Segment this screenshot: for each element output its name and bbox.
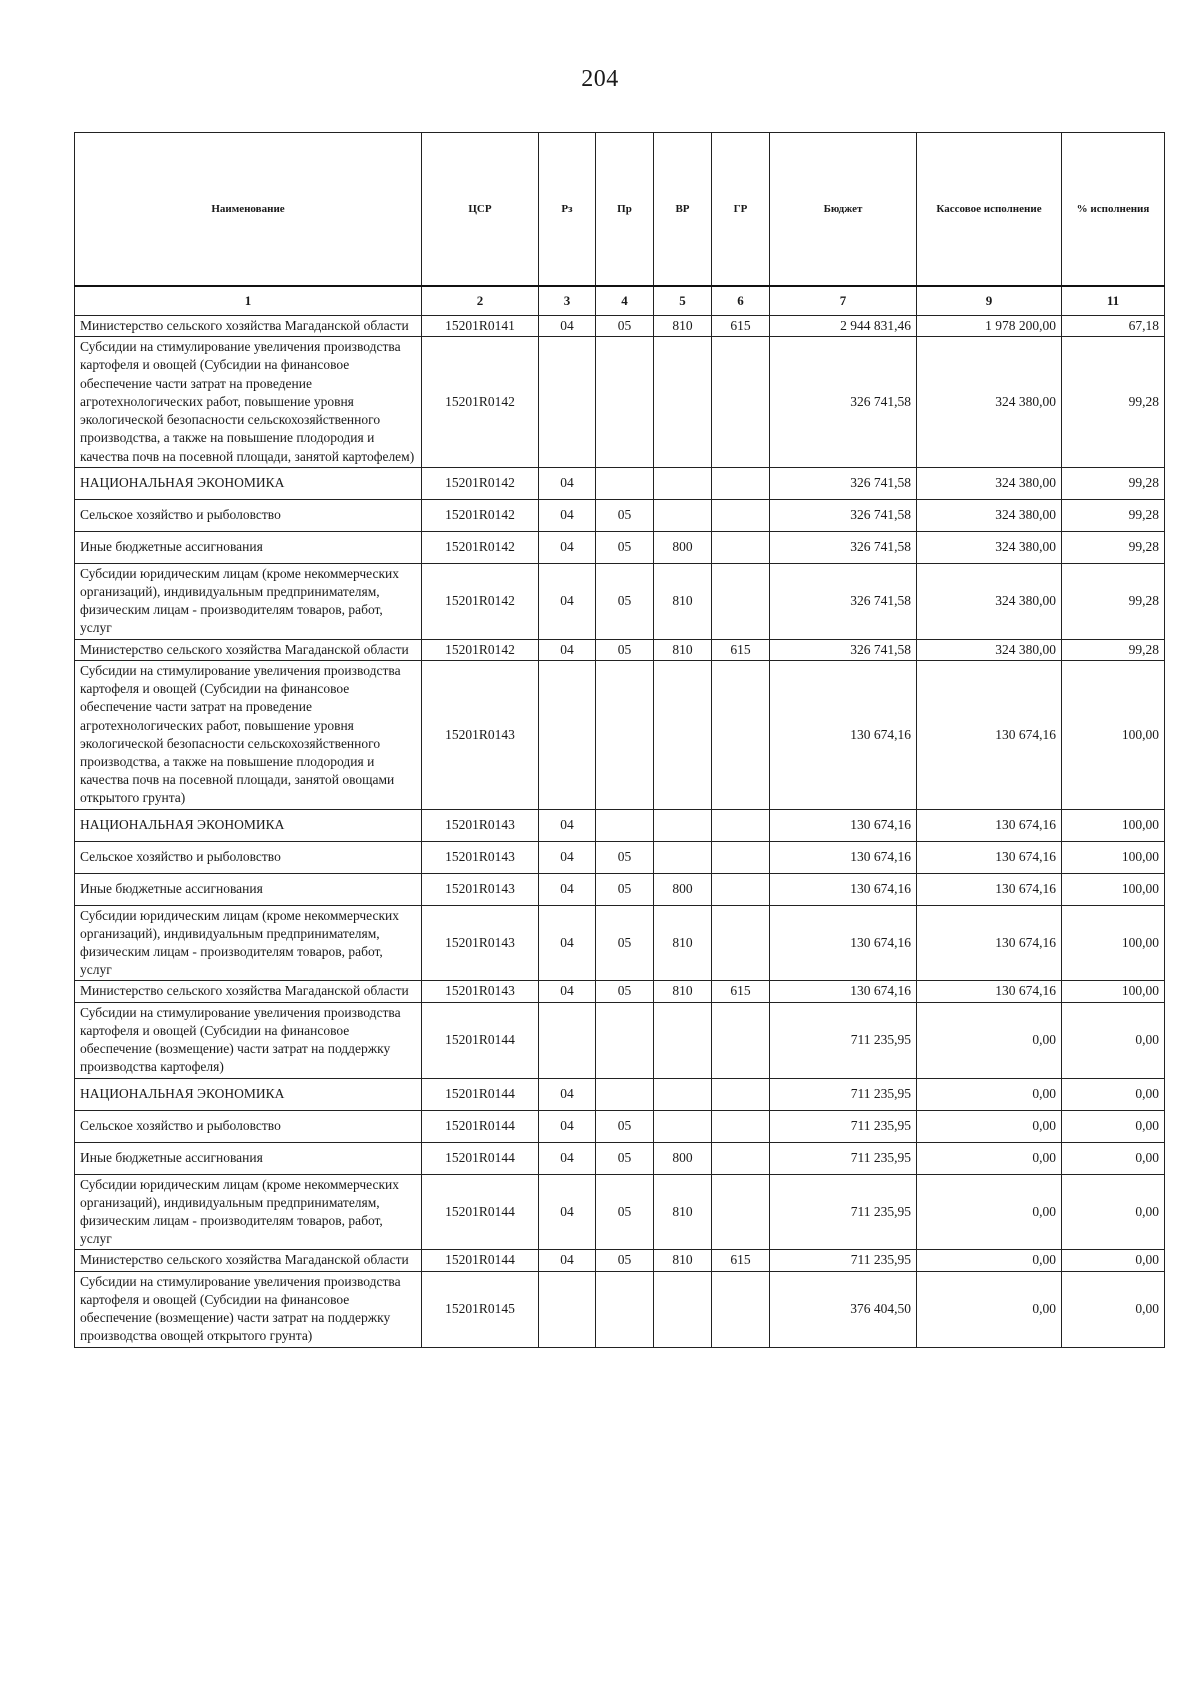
name-cell: Министерство сельского хозяйства Магаданской области — [75, 981, 422, 1002]
csr-cell: 15201R0143 — [422, 809, 539, 841]
csr-cell: 15201R0142 — [422, 639, 539, 660]
header-cell: ГР — [712, 133, 770, 287]
execution-percent-cell: 100,00 — [1062, 660, 1165, 809]
table-row — [75, 563, 1165, 639]
budget-cell: 711 235,95 — [770, 1078, 917, 1110]
header-cell: ВР — [654, 133, 712, 287]
vr-cell — [654, 499, 712, 531]
cash-execution-cell: 130 674,16 — [917, 809, 1062, 841]
pr-cell: 05 — [596, 1250, 654, 1271]
pr-cell: 05 — [596, 873, 654, 905]
csr-cell: 15201R0145 — [422, 1271, 539, 1347]
header-row — [75, 133, 1165, 287]
cash-execution-cell: 0,00 — [917, 1002, 1062, 1078]
execution-percent-cell: 99,28 — [1062, 337, 1165, 468]
gr-cell: 615 — [712, 1250, 770, 1271]
table-row — [75, 981, 1165, 1002]
vr-cell: 810 — [654, 639, 712, 660]
budget-cell: 130 674,16 — [770, 841, 917, 873]
pr-cell: 05 — [596, 531, 654, 563]
name-cell: Субсидии на стимулирование увеличения производства картофеля и овощей (Субсидии на финансовое обеспечение части затрат на проведение агротехнологических работ, повышение уровня экологической безопасности сельскохозяйственного производства, а также на повышение плодородия и качества почв на посевной площади, занятой картофелем) — [75, 337, 422, 468]
rz-cell: 04 — [539, 531, 596, 563]
column-number-cell: 4 — [596, 286, 654, 316]
budget-cell: 130 674,16 — [770, 905, 917, 981]
gr-cell: 615 — [712, 316, 770, 337]
vr-cell — [654, 337, 712, 468]
name-cell: Сельское хозяйство и рыболовство — [75, 499, 422, 531]
table-row — [75, 1250, 1165, 1271]
vr-cell: 810 — [654, 563, 712, 639]
cash-execution-cell: 0,00 — [917, 1250, 1062, 1271]
rz-cell — [539, 660, 596, 809]
name-cell: Министерство сельского хозяйства Магаданской области — [75, 639, 422, 660]
gr-cell: 615 — [712, 981, 770, 1002]
pr-cell — [596, 660, 654, 809]
vr-cell: 810 — [654, 1174, 712, 1250]
header-cell: % исполнения — [1062, 133, 1165, 287]
gr-cell: 615 — [712, 639, 770, 660]
pr-cell — [596, 1271, 654, 1347]
execution-percent-cell: 99,28 — [1062, 639, 1165, 660]
pr-cell: 05 — [596, 563, 654, 639]
column-number-cell: 1 — [75, 286, 422, 316]
table-row — [75, 639, 1165, 660]
pr-cell: 05 — [596, 499, 654, 531]
column-number-cell: 7 — [770, 286, 917, 316]
vr-cell: 800 — [654, 531, 712, 563]
rz-cell: 04 — [539, 1142, 596, 1174]
table-row — [75, 1142, 1165, 1174]
rz-cell: 04 — [539, 467, 596, 499]
execution-percent-cell: 100,00 — [1062, 841, 1165, 873]
table-row — [75, 337, 1165, 468]
table-row — [75, 467, 1165, 499]
gr-cell — [712, 1142, 770, 1174]
column-number-cell: 2 — [422, 286, 539, 316]
table-row — [75, 499, 1165, 531]
cash-execution-cell: 324 380,00 — [917, 531, 1062, 563]
pr-cell: 05 — [596, 316, 654, 337]
execution-percent-cell: 100,00 — [1062, 873, 1165, 905]
csr-cell: 15201R0142 — [422, 467, 539, 499]
vr-cell — [654, 809, 712, 841]
vr-cell — [654, 1271, 712, 1347]
name-cell: НАЦИОНАЛЬНАЯ ЭКОНОМИКА — [75, 1078, 422, 1110]
pr-cell — [596, 337, 654, 468]
rz-cell: 04 — [539, 563, 596, 639]
execution-percent-cell: 99,28 — [1062, 563, 1165, 639]
header-cell: Рз — [539, 133, 596, 287]
cash-execution-cell: 0,00 — [917, 1110, 1062, 1142]
csr-cell: 15201R0143 — [422, 841, 539, 873]
table-row — [75, 1271, 1165, 1347]
cash-execution-cell: 130 674,16 — [917, 660, 1062, 809]
cash-execution-cell: 324 380,00 — [917, 499, 1062, 531]
gr-cell — [712, 660, 770, 809]
budget-cell: 326 741,58 — [770, 639, 917, 660]
rz-cell: 04 — [539, 841, 596, 873]
csr-cell: 15201R0142 — [422, 563, 539, 639]
column-number-cell: 6 — [712, 286, 770, 316]
rz-cell — [539, 337, 596, 468]
cash-execution-cell: 324 380,00 — [917, 337, 1062, 468]
vr-cell: 810 — [654, 316, 712, 337]
execution-percent-cell: 100,00 — [1062, 809, 1165, 841]
csr-cell: 15201R0144 — [422, 1002, 539, 1078]
execution-percent-cell: 0,00 — [1062, 1002, 1165, 1078]
vr-cell: 800 — [654, 873, 712, 905]
gr-cell — [712, 1002, 770, 1078]
cash-execution-cell: 324 380,00 — [917, 639, 1062, 660]
vr-cell — [654, 1002, 712, 1078]
column-number-cell: 3 — [539, 286, 596, 316]
table-row — [75, 1002, 1165, 1078]
table-row — [75, 1078, 1165, 1110]
execution-percent-cell: 0,00 — [1062, 1078, 1165, 1110]
vr-cell — [654, 1078, 712, 1110]
table-row — [75, 809, 1165, 841]
cash-execution-cell: 0,00 — [917, 1271, 1062, 1347]
name-cell: Субсидии юридическим лицам (кроме некоммерческих организаций), индивидуальным предпринимателям, физическим лицам - производителям товаров, работ, услуг — [75, 1174, 422, 1250]
budget-cell: 130 674,16 — [770, 981, 917, 1002]
name-cell: Субсидии на стимулирование увеличения производства картофеля и овощей (Субсидии на финансовое обеспечение (возмещение) части затрат на поддержку производства картофеля) — [75, 1002, 422, 1078]
budget-cell: 376 404,50 — [770, 1271, 917, 1347]
name-cell: НАЦИОНАЛЬНАЯ ЭКОНОМИКА — [75, 467, 422, 499]
pr-cell: 05 — [596, 1142, 654, 1174]
budget-cell: 130 674,16 — [770, 873, 917, 905]
rz-cell: 04 — [539, 499, 596, 531]
vr-cell: 800 — [654, 1142, 712, 1174]
cash-execution-cell: 324 380,00 — [917, 563, 1062, 639]
gr-cell — [712, 809, 770, 841]
table-row — [75, 905, 1165, 981]
gr-cell — [712, 531, 770, 563]
header-cell: Бюджет — [770, 133, 917, 287]
gr-cell — [712, 1174, 770, 1250]
header-cell: Пр — [596, 133, 654, 287]
csr-cell: 15201R0144 — [422, 1110, 539, 1142]
name-cell: Сельское хозяйство и рыболовство — [75, 1110, 422, 1142]
name-cell: Субсидии юридическим лицам (кроме некоммерческих организаций), индивидуальным предпринимателям, физическим лицам - производителям товаров, работ, услуг — [75, 905, 422, 981]
budget-cell: 711 235,95 — [770, 1110, 917, 1142]
budget-cell: 711 235,95 — [770, 1002, 917, 1078]
budget-cell: 2 944 831,46 — [770, 316, 917, 337]
gr-cell — [712, 1271, 770, 1347]
table-row — [75, 1174, 1165, 1250]
csr-cell: 15201R0144 — [422, 1078, 539, 1110]
rz-cell — [539, 1002, 596, 1078]
rz-cell: 04 — [539, 1250, 596, 1271]
execution-percent-cell: 99,28 — [1062, 467, 1165, 499]
table-row — [75, 660, 1165, 809]
budget-execution-table — [74, 132, 1165, 1348]
pr-cell: 05 — [596, 1110, 654, 1142]
budget-cell: 130 674,16 — [770, 809, 917, 841]
gr-cell — [712, 467, 770, 499]
gr-cell — [712, 499, 770, 531]
csr-cell: 15201R0143 — [422, 873, 539, 905]
budget-cell: 326 741,58 — [770, 467, 917, 499]
execution-percent-cell: 100,00 — [1062, 905, 1165, 981]
name-cell: Субсидии на стимулирование увеличения производства картофеля и овощей (Субсидии на финансовое обеспечение (возмещение) части затрат на поддержку производства овощей открытого грунта) — [75, 1271, 422, 1347]
column-number-cell: 11 — [1062, 286, 1165, 316]
name-cell: Иные бюджетные ассигнования — [75, 873, 422, 905]
cash-execution-cell: 130 674,16 — [917, 841, 1062, 873]
name-cell: Субсидии юридическим лицам (кроме некоммерческих организаций), индивидуальным предпринимателям, физическим лицам - производителям товаров, работ, услуг — [75, 563, 422, 639]
header-cell: Наименование — [75, 133, 422, 287]
column-number-cell: 9 — [917, 286, 1062, 316]
budget-cell: 711 235,95 — [770, 1142, 917, 1174]
rz-cell: 04 — [539, 905, 596, 981]
header-cell: ЦСР — [422, 133, 539, 287]
rz-cell: 04 — [539, 981, 596, 1002]
pr-cell: 05 — [596, 1174, 654, 1250]
rz-cell: 04 — [539, 809, 596, 841]
rz-cell: 04 — [539, 1174, 596, 1250]
execution-percent-cell: 100,00 — [1062, 981, 1165, 1002]
pr-cell — [596, 467, 654, 499]
pr-cell: 05 — [596, 639, 654, 660]
csr-cell: 15201R0143 — [422, 660, 539, 809]
budget-cell: 711 235,95 — [770, 1250, 917, 1271]
page-number: 204 — [581, 66, 619, 92]
pr-cell — [596, 809, 654, 841]
name-cell: НАЦИОНАЛЬНАЯ ЭКОНОМИКА — [75, 809, 422, 841]
execution-percent-cell: 99,28 — [1062, 531, 1165, 563]
vr-cell: 810 — [654, 905, 712, 981]
name-cell: Субсидии на стимулирование увеличения производства картофеля и овощей (Субсидии на финансовое обеспечение части затрат на проведение агротехнологических работ, повышение уровня экологической безопасности сельскохозяйственного производства, а также на повышение плодородия и качества почв на посевной площади, занятой овощами открытого грунта) — [75, 660, 422, 809]
execution-percent-cell: 67,18 — [1062, 316, 1165, 337]
cash-execution-cell: 0,00 — [917, 1174, 1062, 1250]
budget-cell: 326 741,58 — [770, 337, 917, 468]
gr-cell — [712, 841, 770, 873]
table-row — [75, 316, 1165, 337]
name-cell: Министерство сельского хозяйства Магаданской области — [75, 316, 422, 337]
execution-percent-cell: 0,00 — [1062, 1142, 1165, 1174]
cash-execution-cell: 130 674,16 — [917, 873, 1062, 905]
budget-cell: 711 235,95 — [770, 1174, 917, 1250]
rz-cell — [539, 1271, 596, 1347]
name-cell: Иные бюджетные ассигнования — [75, 1142, 422, 1174]
table-row — [75, 841, 1165, 873]
cash-execution-cell: 0,00 — [917, 1078, 1062, 1110]
budget-cell: 326 741,58 — [770, 531, 917, 563]
csr-cell: 15201R0142 — [422, 499, 539, 531]
vr-cell: 810 — [654, 981, 712, 1002]
cash-execution-cell: 324 380,00 — [917, 467, 1062, 499]
execution-percent-cell: 0,00 — [1062, 1271, 1165, 1347]
pr-cell — [596, 1002, 654, 1078]
pr-cell: 05 — [596, 905, 654, 981]
gr-cell — [712, 873, 770, 905]
budget-cell: 326 741,58 — [770, 563, 917, 639]
cash-execution-cell: 1 978 200,00 — [917, 316, 1062, 337]
name-cell: Сельское хозяйство и рыболовство — [75, 841, 422, 873]
pr-cell: 05 — [596, 841, 654, 873]
rz-cell: 04 — [539, 1078, 596, 1110]
csr-cell: 15201R0143 — [422, 981, 539, 1002]
execution-percent-cell: 0,00 — [1062, 1250, 1165, 1271]
table-row — [75, 531, 1165, 563]
gr-cell — [712, 337, 770, 468]
column-number-cell: 5 — [654, 286, 712, 316]
csr-cell: 15201R0142 — [422, 337, 539, 468]
cash-execution-cell: 130 674,16 — [917, 905, 1062, 981]
csr-cell: 15201R0144 — [422, 1142, 539, 1174]
gr-cell — [712, 1110, 770, 1142]
rz-cell: 04 — [539, 1110, 596, 1142]
rz-cell: 04 — [539, 873, 596, 905]
rz-cell: 04 — [539, 316, 596, 337]
csr-cell: 15201R0144 — [422, 1174, 539, 1250]
budget-cell: 130 674,16 — [770, 660, 917, 809]
gr-cell — [712, 1078, 770, 1110]
name-cell: Иные бюджетные ассигнования — [75, 531, 422, 563]
csr-cell: 15201R0144 — [422, 1250, 539, 1271]
execution-percent-cell: 99,28 — [1062, 499, 1165, 531]
gr-cell — [712, 905, 770, 981]
gr-cell — [712, 563, 770, 639]
csr-cell: 15201R0142 — [422, 531, 539, 563]
budget-cell: 326 741,58 — [770, 499, 917, 531]
vr-cell: 810 — [654, 1250, 712, 1271]
vr-cell — [654, 1110, 712, 1142]
csr-cell: 15201R0141 — [422, 316, 539, 337]
vr-cell — [654, 467, 712, 499]
vr-cell — [654, 841, 712, 873]
pr-cell: 05 — [596, 981, 654, 1002]
cash-execution-cell: 0,00 — [917, 1142, 1062, 1174]
csr-cell: 15201R0143 — [422, 905, 539, 981]
vr-cell — [654, 660, 712, 809]
name-cell: Министерство сельского хозяйства Магаданской области — [75, 1250, 422, 1271]
table-row — [75, 873, 1165, 905]
header-cell: Кассовое исполнение — [917, 133, 1062, 287]
table-row — [75, 1110, 1165, 1142]
cash-execution-cell: 130 674,16 — [917, 981, 1062, 1002]
execution-percent-cell: 0,00 — [1062, 1110, 1165, 1142]
execution-percent-cell: 0,00 — [1062, 1174, 1165, 1250]
column-number-row — [75, 286, 1165, 316]
pr-cell — [596, 1078, 654, 1110]
rz-cell: 04 — [539, 639, 596, 660]
